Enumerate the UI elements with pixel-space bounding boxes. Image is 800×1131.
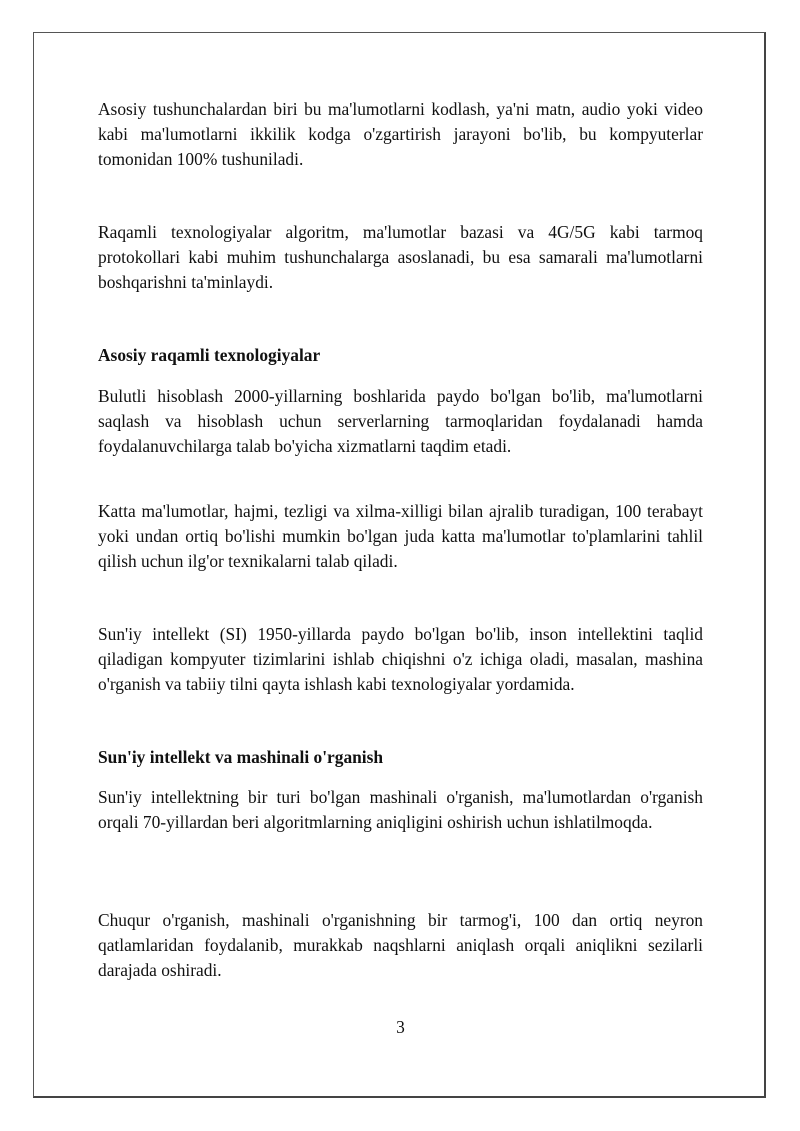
paragraph-data-encoding: Asosiy tushunchalardan biri bu ma'lumotlarni kodlash, ya'ni matn, audio yoki video kabi ma'lumotlarni ikkilik kodga o'zgartirish jarayoni bo'lib, bu kompyuterlar tomonidan 100% tushuniladi. <box>98 99 703 169</box>
paragraph-deep-learning: Chuqur o'rganish, mashinali o'rganishning bir tarmog'i, 100 dan ortiq neyron qatlamlaridan foydalanib, murakkab naqshlarni aniqlash orqali aniqlikni sezilarli darajada oshiradi. <box>98 910 703 980</box>
section-heading-core-technologies: Asosiy raqamli texnologiyalar <box>98 345 321 365</box>
paragraph-digital-technologies: Raqamli texnologiyalar algoritm, ma'lumotlar bazasi va 4G/5G kabi tarmoq protokollari kabi muhim tushunchalarga asoslanadi, bu esa samarali ma'lumotlarni boshqarishni ta'minlaydi. <box>98 222 703 292</box>
paragraph-artificial-intelligence: Sun'iy intellekt (SI) 1950-yillarda paydo bo'lgan bo'lib, inson intellektini taqlid qiladigan kompyuter tizimlarini ishlab chiqishni o'z ichiga oladi, masalan, mashina o'rganish va tabiiy tilni qayta ishlash kabi texnologiyalar yordamida. <box>98 624 703 694</box>
page-number: 3 <box>396 1017 405 1037</box>
paragraph-machine-learning: Sun'iy intellektning bir turi bo'lgan mashinali o'rganish, ma'lumotlardan o'rganish orqali 70-yillardan beri algoritmlarning aniqligini oshirish uchun ishlatilmoqda. <box>98 787 703 832</box>
paragraph-big-data: Katta ma'lumotlar, hajmi, tezligi va xilma-xilligi bilan ajralib turadigan, 100 terabayt yoki undan ortiq bo'lishi mumkin bo'lgan juda katta ma'lumotlar to'plamlarini tahlil qilish uchun ilg'or texnikalarni talab qiladi. <box>98 501 703 571</box>
document-page <box>33 32 766 1098</box>
section-heading-ai-and-ml: Sun'iy intellekt va mashinali o'rganish <box>98 747 384 767</box>
paragraph-cloud-computing: Bulutli hisoblash 2000-yillarning boshlarida paydo bo'lgan bo'lib, ma'lumotlarni saqlash va hisoblash uchun serverlarning tarmoqlaridan foydalanadi hamda foydalanuvchilarga talab bo'yicha xizmatlarni taqdim etadi. <box>98 386 703 456</box>
